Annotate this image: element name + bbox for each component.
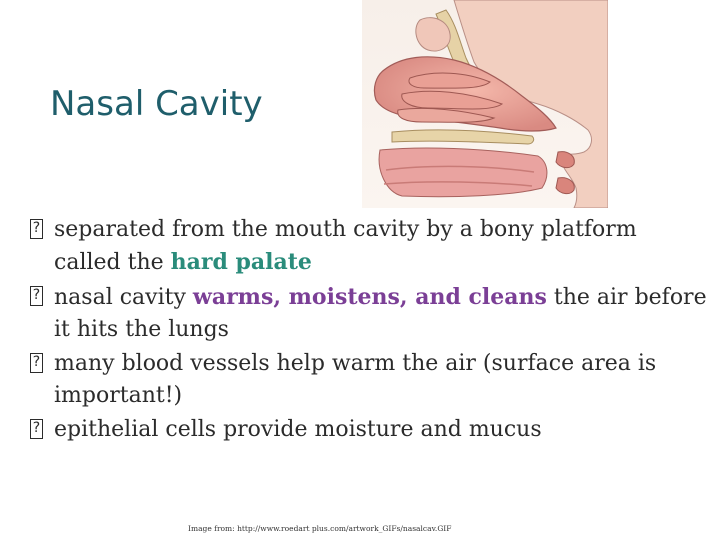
bullet-emphasis: warms, moistens, and cleans xyxy=(192,284,547,310)
bullet-item xyxy=(30,348,710,412)
image-credit: Image from: http://www.roedart plus.com/artwork_GIFs/nasalcav.GIF xyxy=(188,524,452,533)
bullet-marker-icon: ? xyxy=(30,353,43,373)
bullet-text: nasal cavity xyxy=(54,285,193,310)
bullet-item xyxy=(30,214,710,279)
bullet-item xyxy=(30,414,710,446)
bullet-marker-icon: ? xyxy=(30,419,43,439)
bullet-text-after: the air before it hits the lungs xyxy=(54,285,707,342)
bullet-marker-icon: ? xyxy=(30,219,43,239)
bullet-text: many blood vessels help warm the air (surface area is important!) xyxy=(54,351,657,408)
bullet-text: separated from the mouth cavity by a bony platform called the xyxy=(54,217,637,275)
bullet-marker-icon: ? xyxy=(30,286,43,306)
nasal-cavity-illustration xyxy=(362,0,608,208)
bullet-item xyxy=(30,281,710,346)
bullet-emphasis: hard palate xyxy=(170,249,312,275)
bullet-text: epithelial cells provide moisture and mucus xyxy=(54,417,542,442)
slide-title: Nasal Cavity xyxy=(50,84,263,124)
bullet-list xyxy=(30,214,710,448)
